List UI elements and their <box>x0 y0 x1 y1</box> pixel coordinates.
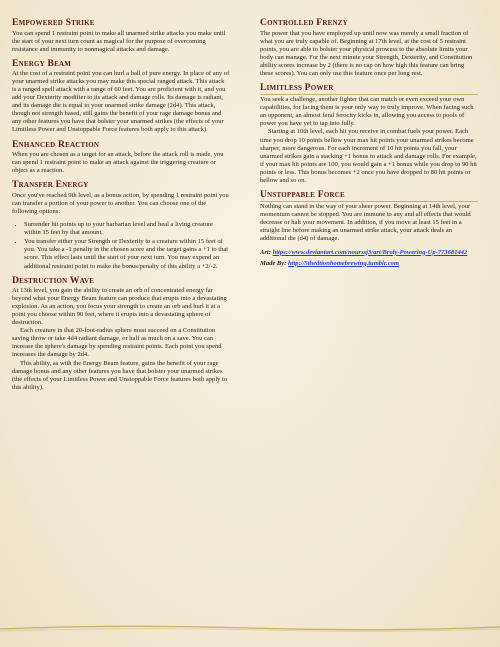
paragraph-destruction-wave-1: At 13th level, you gain the ability to create an orb of concentrated energy far beyond what your Energy Beam feature can produce that erupts into a devastating explosion. As an action, you focus your strength to create an orb and hurl it at a point you choose within 90 feet, where it erupts into a devastating sphere of destruction. <box>12 287 227 327</box>
paragraph-empowered-strike: You can spend 1 restraint point to make all unarmed strike attacks you make until the start of your next turn count as magical for the purpose of overcoming resistance and immunity to nonmagical attacks and damage. <box>12 29 226 53</box>
art-credit-label: Art: <box>260 248 271 256</box>
art-credit <box>260 249 478 257</box>
paragraph-limitless-power-2: Starting at 10th level, each hit you receive in combat fuels your power. Each time you drop 10 points bellow your max hit points your unarmed strikes become sharper, more dangerous. For each increment of 10 hit points you fall, your unarmed strikes gain a stacking +1 bonus to attack and damage rolls. For example, if your max hit points are 100, you would gain a +1 bonus while you drop to 90 hit points or less. This bonus becomes +2 once you have dropped to 80 hit points or bellow and so on. <box>260 128 477 184</box>
transfer-energy-options <box>12 221 230 271</box>
heading-controlled-frenzy: Controlled Frenzy <box>260 17 348 28</box>
heading-enhanced-reaction: Enhanced Reaction <box>12 138 100 150</box>
heading-transfer-energy: Transfer Energy <box>12 179 89 191</box>
made-by-link[interactable]: http://5thedtionhomebrewing.tumblr.com <box>288 259 399 267</box>
paragraph-unstoppable-force: Nothing can stand in the way of your sheer power. Beginning at 14th level, your momentum cannot be stopped. You are immune to any and all effects that would decrease or halt your movement. In addition, if you move at least 15 feet in a straight line before making an unarmed strike attack, your attack deals an additional die (d4) of damage. <box>260 203 471 243</box>
paragraph-limitless-power-1: You seek a challenge, another fighter that can match or even exceed your own capabilities, for facing them is your only way to truly improve. When facing such an opponent, an almost feral ferocity kicks in, allowing you access to pools of power you have yet to tap into fully. <box>260 96 474 128</box>
footer-decoration <box>0 623 500 633</box>
paragraph-destruction-wave-3: This ability, as with the Energy Beam feature, gains the benefit of your rage damage bonus and any other features you have that bolster your unarmed strikes (the effects of your Limitless Power and Unstoppable Force features both apply to this ability). <box>12 359 228 391</box>
heading-limitless-power: Limitless Power <box>260 83 478 95</box>
list-item: • Surrender hit points up to your barbarian level and heal a living creature within 15 feet by that amount. <box>24 221 230 237</box>
art-credit-link[interactable]: https://www.deviantart.com/nourssj3/art/Broly-Powering-Up-773681442 <box>272 248 468 256</box>
heading-energy-beam: Energy Beam <box>12 57 72 69</box>
heading-destruction-wave: Destruction Wave <box>12 274 95 286</box>
list-item: • You transfer either your Strength or Dexterity to a creature within 15 feet of you. You take a -1 penalty in the chosen score and the target gains a +1 to that score. This effect lasts until the start of your next turn. You may expend an additional restraint point to make the bonus/penalty of this ability a +2/-2. <box>24 238 230 270</box>
paragraph-destruction-wave-2: Each creature in that 20-foot-radius sphere must succeed on a Constitution saving throw or take 4d4 radiant damage, or half as much on a save. You can increase the sphere's damage by spending restraint points. Each point you spend increases the damage by 2d4. <box>12 327 222 359</box>
made-by-credit <box>260 260 478 268</box>
paragraph-energy-beam: At the cost of a restraint point you can hurl a ball of pure energy. In place of any of your unarmed strike attacks you may make this special ranged attack. This attack is a ranged spell attack with a range of 60 feet. You are proficient with it, and you add your Dexterity modifier to its attack and damage rolls. Its damage is radiant, and its damage die is equal to your unarmed strike damage (2d4). This attack, though not strength based, still gains the benefit of your rage damage bonus and any other features you have that bolster your unarmed strikes (the effects of your Limitless Power and Unstoppable Force features both apply to this attack). <box>12 70 230 134</box>
left-column <box>12 18 230 397</box>
paragraph-enhanced-reaction: When you are chosen as a target for an attack, before the attack roll is made, you can spend 1 restraint point to make an attack against the triggering creature or object as a reaction. <box>12 151 224 175</box>
paragraph-transfer-energy: Once you've reached 9th level, as a bonus action, by spending 1 restraint point you can transfer a portion of your power to another. You can choose one of the following options: <box>12 191 229 215</box>
heading-unstoppable-force: Unstoppable Force <box>260 190 478 202</box>
made-by-label: Made By: <box>260 259 287 267</box>
right-column <box>260 18 478 271</box>
paragraph-controlled-frenzy: The power that you have employed up until now was merely a small fraction of what you are truly capable of. Beginning at 17th level, at the cost of 5 restraint points, you are able to bolster your physical prowess to the absolute limits your body can manage. For the next minute your Strength, Dexterity, and Constitution ability scores increase by 2 (there is no cap on how high this feature can bring these scores). You can only use this feature once per long rest. <box>260 29 473 77</box>
heading-empowered-strike: Empowered Strike <box>12 17 95 28</box>
